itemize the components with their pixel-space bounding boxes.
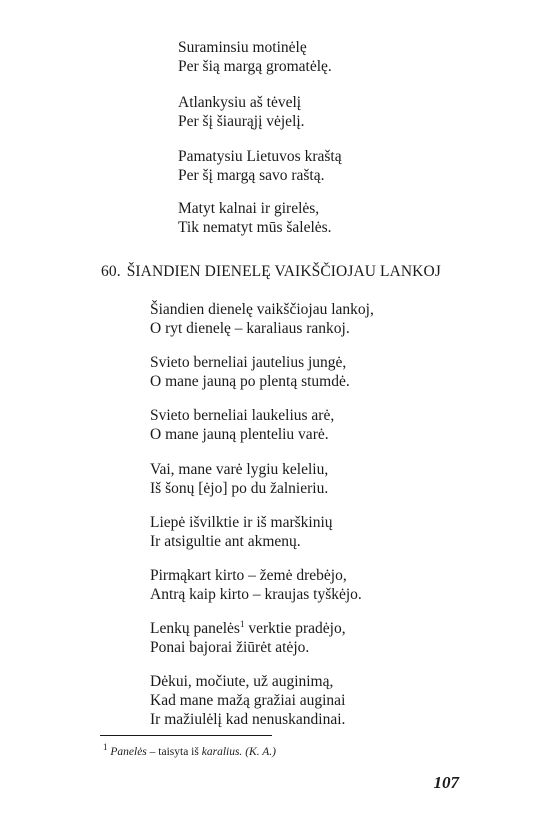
stanza [150, 672, 345, 729]
stanza [150, 406, 334, 444]
verse-line: Dėkui, močiute, už auginimą, [150, 673, 334, 690]
verse-line: Atlankysiu aš tėvelį [178, 94, 302, 111]
verse-line: Šiandien dienelę vaikščiojau lankoj, [150, 301, 374, 318]
song-number: 60. [101, 263, 121, 280]
verse-line: O mane jauną plenteliu varė. [150, 426, 329, 443]
footnote-marker: 1 [103, 742, 108, 753]
verse-line: Ponai bajorai žiūrėt atėjo. [150, 639, 310, 656]
stanza [150, 353, 350, 391]
verse-line: Pirmąkart kirto – žemė drebėjo, [150, 567, 347, 584]
verse-line: Svieto berneliai laukelius arė, [150, 407, 335, 424]
song-title [101, 262, 441, 281]
verse-text: verktie pradėjo, [248, 620, 346, 637]
verse-line: Svieto berneliai jautelius jungė, [150, 354, 347, 371]
stanza [150, 513, 333, 551]
verse-line: Per šią margą gromatėlę. [178, 58, 332, 75]
verse-line: Liepė išvilktie ir iš marškinių [150, 514, 333, 531]
verse-line: Per šį šiaurąjį vėjelį. [178, 113, 305, 130]
stanza [178, 147, 342, 185]
verse-line: Ir atsigultie ant akmenų. [150, 533, 301, 550]
song-title-text: ŠIANDIEN DIENELĘ VAIKŠČIOJAU LANKOJ [126, 263, 441, 280]
verse-line: Antrą kaip kirto – kraujas tyškėjo. [150, 586, 362, 603]
verse-line: Vai, mane varė lygiu keleliu, [150, 461, 329, 478]
verse-line: Per šį margą savo raštą. [178, 167, 325, 184]
verse-line: Pamatysiu Lietuvos kraštą [178, 148, 342, 165]
stanza [178, 199, 332, 237]
footnote [103, 742, 276, 759]
footnote-original: karalius. [201, 746, 243, 758]
stanza [150, 460, 328, 498]
verse-line: Kad mane mažą gražiai auginai [150, 692, 346, 709]
footnote-marker: 1 [239, 618, 245, 629]
footnote-source: (K. A.) [242, 746, 276, 758]
verse-text: Lenkų panelės [150, 620, 240, 637]
stanza [178, 93, 305, 131]
stanza [178, 38, 332, 76]
verse-line: O ryt dienelę – karaliaus rankoj. [150, 320, 350, 337]
footnote-term: Panelės [110, 746, 147, 758]
verse-line: Tik nematyt mūs šalelės. [178, 219, 332, 236]
stanza [150, 566, 362, 604]
verse-line: O mane jauną po plentą stumdė. [150, 373, 350, 390]
footnote-divider [100, 735, 272, 736]
verse-line: Iš šonų [ėjo] po du žalnieriu. [150, 480, 329, 497]
verse-line: Ir mažiulėlį kad nenuskandinai. [150, 711, 346, 728]
verse-line: Suraminsiu motinėlę [178, 39, 307, 56]
page-number: 107 [433, 773, 459, 792]
verse-line: Matyt kalnai ir girelės, [178, 200, 320, 217]
stanza [150, 619, 346, 657]
stanza [150, 300, 374, 338]
footnote-text: – taisyta iš [146, 746, 202, 758]
verse-line [150, 619, 346, 638]
